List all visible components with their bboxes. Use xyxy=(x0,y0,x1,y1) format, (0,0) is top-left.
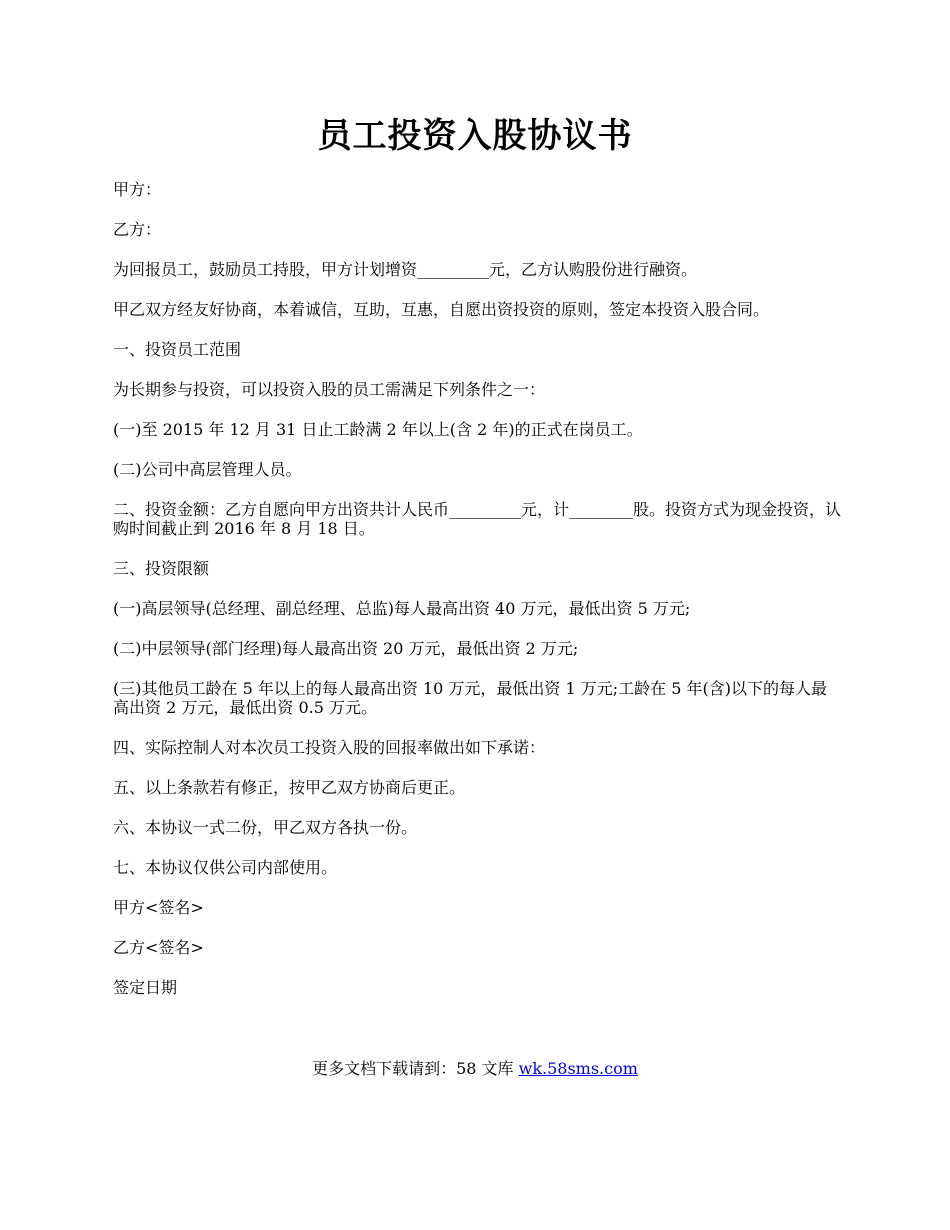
document-title: 员工投资入股协议书 xyxy=(317,116,633,156)
footer-link[interactable]: wk.58sms.com xyxy=(518,1059,638,1078)
section-3-heading: 三、投资限额 xyxy=(113,559,210,578)
section-3-item-2: (二)中层领导(部门经理)每人最高出资 20 万元，最低出资 2 万元; xyxy=(113,639,579,658)
section-3-item-1: (一)高层领导(总经理、副总经理、总监)每人最高出资 40 万元，最低出资 5 万元; xyxy=(113,599,691,618)
section-4-paragraph: 四、实际控制人对本次员工投资入股的回报率做出如下承诺： xyxy=(113,738,546,757)
party-b-line: 乙方： xyxy=(113,220,162,239)
section-1-intro: 为长期参与投资，可以投资入股的员工需满足下列条件之一： xyxy=(113,380,546,399)
principle-paragraph: 甲乙双方经友好协商，本着诚信，互助，互惠，自愿出资投资的原则，签定本投资入股合同。 xyxy=(113,300,770,319)
footer xyxy=(0,1058,950,1080)
document-body xyxy=(113,180,841,1018)
intro-paragraph: 为回报员工，鼓励员工持股，甲方计划增资_________元，乙方认购股份进行融资。 xyxy=(113,260,698,279)
section-1-item-1: (一)至 2015 年 12 月 31 日止工龄满 2 年以上(含 2 年)的正式在岗员工。 xyxy=(113,420,643,439)
party-a-line: 甲方： xyxy=(113,180,162,199)
section-6-paragraph: 六、本协议一式二份，甲乙双方各执一份。 xyxy=(113,818,418,837)
section-1-heading: 一、投资员工范围 xyxy=(113,340,242,359)
section-1-item-2: (二)公司中高层管理人员。 xyxy=(113,460,302,479)
party-b-signature: 乙方<签名> xyxy=(113,938,204,957)
section-3-item-3: (三)其他员工龄在 5 年以上的每人最高出资 10 万元，最低出资 1 万元;工龄在 5 年(含)以下的每人最高出资 2 万元，最低出资 0.5 万元。 xyxy=(113,679,827,717)
party-a-signature: 甲方<签名> xyxy=(113,898,204,917)
section-7-paragraph: 七、本协议仅供公司内部使用。 xyxy=(113,858,338,877)
section-2-paragraph: 二、投资金额：乙方自愿向甲方出资共计人民币_________元，计________股。投资方式为现金投资，认购时间截止到 2016 年 8 月 18 日。 xyxy=(113,500,842,538)
section-5-paragraph: 五、以上条款若有修正，按甲乙双方协商后更正。 xyxy=(113,778,466,797)
footer-text: 更多文档下载请到：58 文库 xyxy=(312,1059,519,1078)
signing-date: 签定日期 xyxy=(113,978,178,997)
